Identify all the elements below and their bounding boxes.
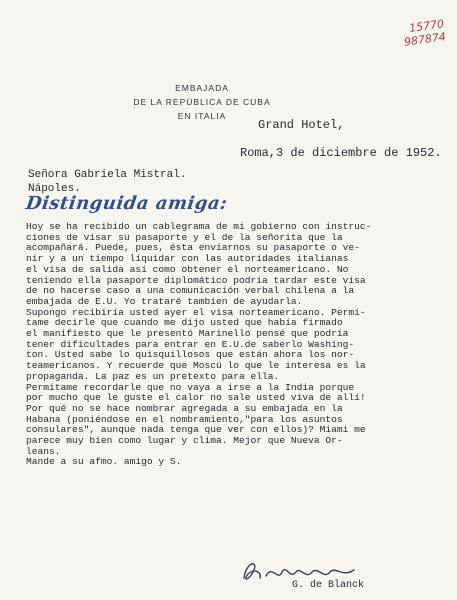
recipient-city: Nápoles. bbox=[28, 183, 81, 195]
body-line: embajada de E.U. Yo trataré tambien de ayudarla. bbox=[26, 295, 303, 307]
signer-name: G. de Blanck bbox=[292, 580, 365, 591]
body-line: Habana (poniéndose en el nombramiento,"para los asuntos bbox=[26, 413, 343, 425]
body-line: el visa de salida así como obtener el norteamericano. No bbox=[26, 263, 349, 275]
body-line: nir y a un tiempo liquidar con las autoridades italianas bbox=[26, 253, 349, 265]
letter-body bbox=[26, 222, 441, 468]
body-line: ton. Usted sabe lo quisquillosos que están ahora los nor- bbox=[26, 349, 355, 361]
body-line: tener dificultades para entrar en E.U.de saberlo Washing- bbox=[26, 338, 355, 350]
body-line: de no hacerse caso a una comunicación verbal chilena a la bbox=[26, 285, 355, 297]
body-line: consulares", aunque nada tenga que ver con ellos)? Miami me bbox=[26, 424, 366, 436]
body-line: Permítame recordarle que no vaya a irse a la India porque bbox=[26, 381, 355, 393]
archive-number-1: 15770 bbox=[408, 17, 445, 35]
letterhead bbox=[122, 81, 282, 123]
body-line: Supongo recibiría usted ayer el visa norteamericano. Permí- bbox=[26, 306, 366, 318]
body-line: teamericanos. Y recuerde que Moscú lo que le interesa es la bbox=[26, 360, 366, 372]
body-line: teniendo ella pasaporte diplomático podría tardar este visa bbox=[26, 274, 366, 286]
body-line: por mucho que le guste el calor no sale usted viva de allí! bbox=[26, 392, 366, 404]
hotel-name: Grand Hotel, bbox=[258, 118, 345, 132]
recipient-name: Señora Gabriela Mistral. bbox=[28, 169, 187, 181]
body-line: Hoy se ha recibido un cablegrama de mi gobierno con instruc- bbox=[26, 221, 372, 232]
body-line: acompañará. Puede, pues, ésta enviarnos su pasaporte o ve- bbox=[26, 242, 360, 254]
archive-number-2: 987874 bbox=[403, 30, 447, 49]
letterhead-line-1: EMBAJADA bbox=[175, 83, 229, 93]
body-line: Mande a su afmo. amigo y S. bbox=[26, 456, 182, 468]
recipient-block bbox=[28, 168, 186, 196]
body-line: propaganda. La paz es un pretexto para ella. bbox=[26, 370, 280, 382]
letterhead-line-3: EN ITALIA bbox=[177, 111, 227, 121]
body-line: tame decirle que cuando me dijo usted que había firmado bbox=[26, 317, 343, 329]
body-line: leans. bbox=[26, 445, 61, 457]
body-line: ciones de visar su pasaporte y el de la señorita que la bbox=[26, 231, 343, 243]
body-line: Por qué no se hace nombrar agregada a su embajada en la bbox=[26, 402, 343, 414]
handwritten-salutation: Distinguida amiga: bbox=[24, 193, 229, 214]
body-line: parece muy bien como lugar y clima. Mejor que Nueva Or- bbox=[26, 435, 343, 447]
dateline: Roma,3 de diciembre de 1952. bbox=[240, 146, 442, 160]
archive-number-stamp bbox=[401, 17, 446, 49]
letterhead-line-2: DE LA REPÚBLICA DE CUBA bbox=[133, 97, 271, 107]
body-line: el manifiesto que le presentó Marinello pensé que podría bbox=[26, 328, 349, 340]
